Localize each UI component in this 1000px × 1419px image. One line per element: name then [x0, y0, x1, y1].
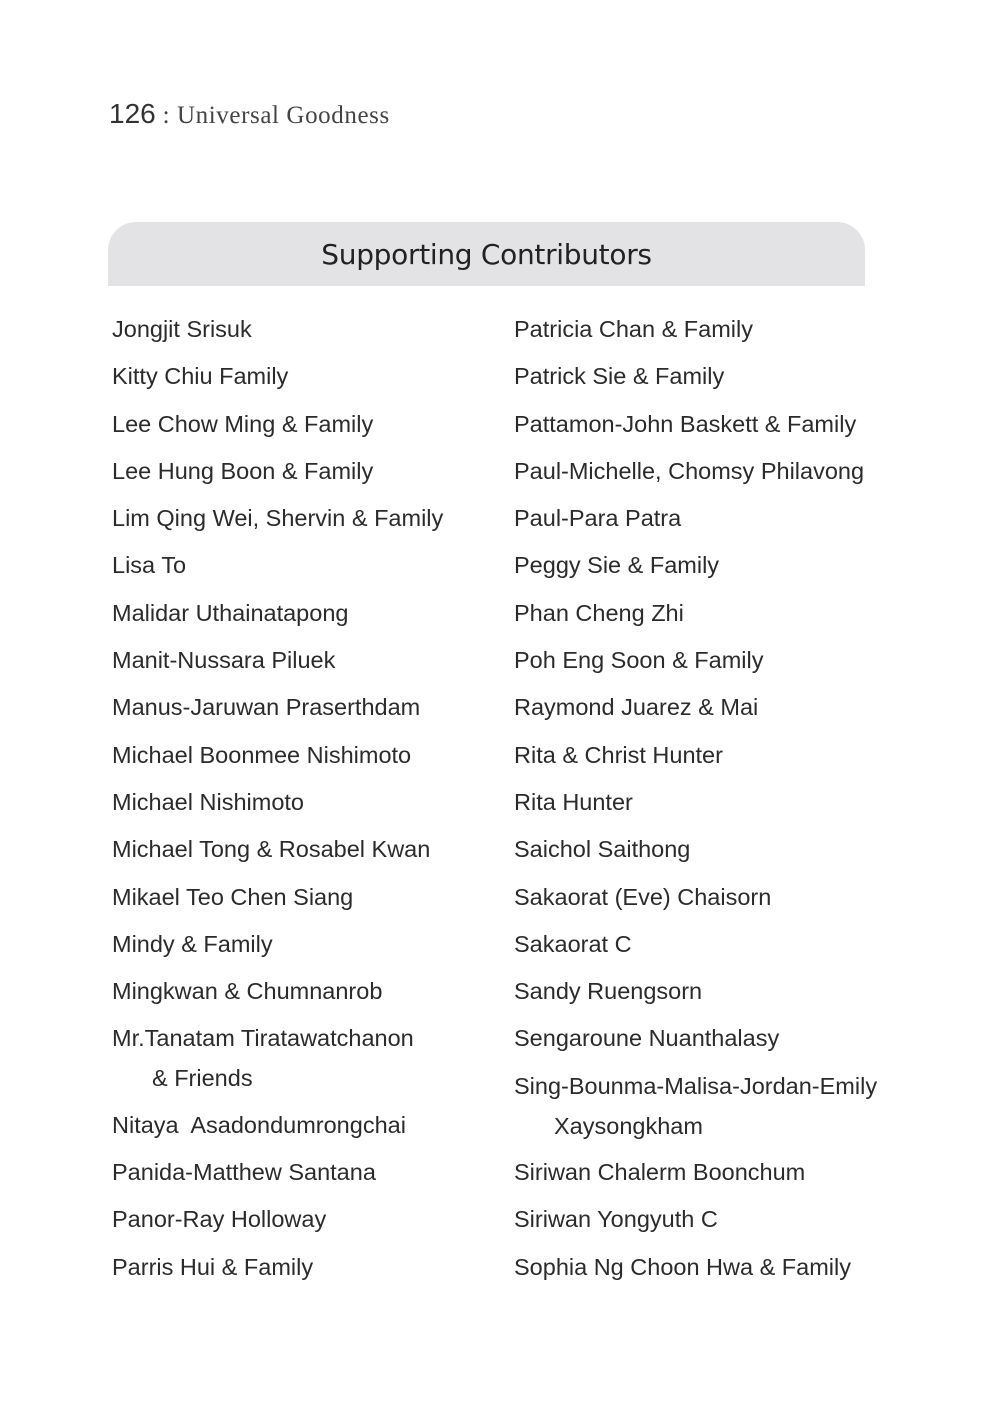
- contributor-name-continuation: Xaysongkham: [554, 1112, 703, 1139]
- contributor-name-line: Sengaroune Nuanthalasy: [514, 1025, 780, 1052]
- contributor-name-line: Sing-Bounma-Malisa-Jordan-Emily: [514, 1072, 878, 1099]
- contributor-name: [112, 1105, 502, 1146]
- contributor-name-line: Sophia Ng Choon Hwa & Family: [514, 1253, 851, 1280]
- running-head: [109, 96, 390, 134]
- contributor-name: [514, 877, 934, 918]
- contributor-name-line: Raymond Juarez & Mai: [514, 694, 759, 721]
- contributor-name-line: Rita Hunter: [514, 788, 633, 815]
- contributor-name: [112, 829, 502, 870]
- contributor-name: [112, 309, 502, 350]
- contributor-name-line: Nitaya Asadondumrongchai: [112, 1111, 406, 1138]
- contributor-name: [112, 1018, 502, 1098]
- contributor-name: [514, 971, 934, 1012]
- contributor-name-line: Mingkwan & Chumnanrob: [112, 978, 383, 1005]
- contributor-name-line: Panida-Matthew Santana: [112, 1159, 376, 1186]
- contributor-name-line: Lee Chow Ming & Family: [112, 410, 374, 437]
- page-number: 126: [109, 98, 156, 129]
- contributor-name-line: Siriwan Chalerm Boonchum: [514, 1159, 806, 1186]
- contributor-name: [514, 1247, 934, 1288]
- contributor-name: [514, 924, 934, 965]
- contributor-name-line: Sakaorat (Eve) Chaisorn: [514, 883, 772, 910]
- contributor-name-line: Lim Qing Wei, Shervin & Family: [112, 505, 444, 532]
- contributor-name-line: Michael Boonmee Nishimoto: [112, 741, 412, 768]
- contributor-name: [112, 545, 502, 586]
- contributor-name-line: Panor-Ray Holloway: [112, 1206, 327, 1233]
- book-title: Universal Goodness: [176, 102, 390, 129]
- contributor-name: [514, 593, 934, 634]
- contributor-name-line: Peggy Sie & Family: [514, 552, 720, 579]
- contributor-name: [514, 356, 934, 397]
- contributor-name-line: Poh Eng Soon & Family: [514, 647, 764, 674]
- contributor-name-line: Patrick Sie & Family: [514, 363, 725, 390]
- contributors-right-column: [514, 309, 934, 1294]
- contributor-name: [112, 971, 502, 1012]
- contributor-name: [514, 1152, 934, 1193]
- contributor-name: [514, 687, 934, 728]
- contributor-name-line: Malidar Uthainatapong: [112, 599, 349, 626]
- contributor-name-line: Lisa To: [112, 552, 187, 579]
- contributor-name-line: Paul-Para Patra: [514, 505, 682, 532]
- contributor-name: [514, 1199, 934, 1240]
- contributor-name: [514, 640, 934, 681]
- contributor-name: [112, 1152, 502, 1193]
- contributor-name: [112, 687, 502, 728]
- contributor-name-line: Michael Tong & Rosabel Kwan: [112, 836, 431, 863]
- contributors-left-column: [112, 309, 502, 1294]
- contributor-name: [112, 1199, 502, 1240]
- contributor-name: [514, 545, 934, 586]
- contributor-name: [112, 924, 502, 965]
- contributor-name: [514, 782, 934, 823]
- contributor-name-line: Patricia Chan & Family: [514, 316, 753, 342]
- contributor-name: [112, 593, 502, 634]
- contributor-name: [514, 735, 934, 776]
- contributor-name-line: Rita & Christ Hunter: [514, 741, 723, 768]
- contributor-name-line: Saichol Saithong: [514, 836, 691, 863]
- contributor-name: [514, 498, 934, 539]
- contributor-name-line: Mikael Teo Chen Siang: [112, 883, 354, 910]
- contributor-name: [112, 1247, 502, 1288]
- contributor-name: [514, 451, 934, 492]
- contributor-name-line: Lee Hung Boon & Family: [112, 457, 374, 484]
- contributor-name-line: Pattamon-John Baskett & Family: [514, 410, 857, 437]
- contributor-name: [112, 356, 502, 397]
- contributor-name-line: Parris Hui & Family: [112, 1253, 314, 1280]
- contributor-name: [514, 309, 934, 350]
- contributor-name-line: Mindy & Family: [112, 930, 273, 957]
- contributor-name: [112, 640, 502, 681]
- header-separator: :: [155, 102, 177, 129]
- contributor-name: [112, 498, 502, 539]
- contributor-name: [112, 404, 502, 445]
- contributor-name: [514, 1066, 934, 1146]
- contributor-name-line: Manit-Nussara Piluek: [112, 647, 336, 674]
- contributor-name: [112, 877, 502, 918]
- section-banner: [108, 222, 865, 286]
- contributor-name-continuation: & Friends: [152, 1065, 253, 1092]
- contributor-name: [112, 451, 502, 492]
- contributor-name-line: Mr.Tanatam Tiratawatchanon: [112, 1025, 414, 1052]
- contributor-name: [514, 404, 934, 445]
- contributor-name-line: Phan Cheng Zhi: [514, 599, 684, 626]
- contributor-name-line: Siriwan Yongyuth C: [514, 1206, 718, 1233]
- contributor-name-line: Sakaorat C: [514, 930, 632, 957]
- contributor-name-line: Manus-Jaruwan Praserthdam: [112, 694, 421, 721]
- contributor-name: [514, 1018, 934, 1059]
- contributor-name: [514, 829, 934, 870]
- contributor-name: [112, 735, 502, 776]
- contributor-name-line: Michael Nishimoto: [112, 788, 304, 815]
- contributor-name-line: Kitty Chiu Family: [112, 363, 289, 390]
- contributor-name-line: Paul-Michelle, Chomsy Philavong: [514, 457, 865, 484]
- contributor-name-line: Jongjit Srisuk: [112, 316, 252, 342]
- section-title: Supporting Contributors: [321, 237, 652, 271]
- contributor-name-line: Sandy Ruengsorn: [514, 978, 703, 1005]
- contributor-name: [112, 782, 502, 823]
